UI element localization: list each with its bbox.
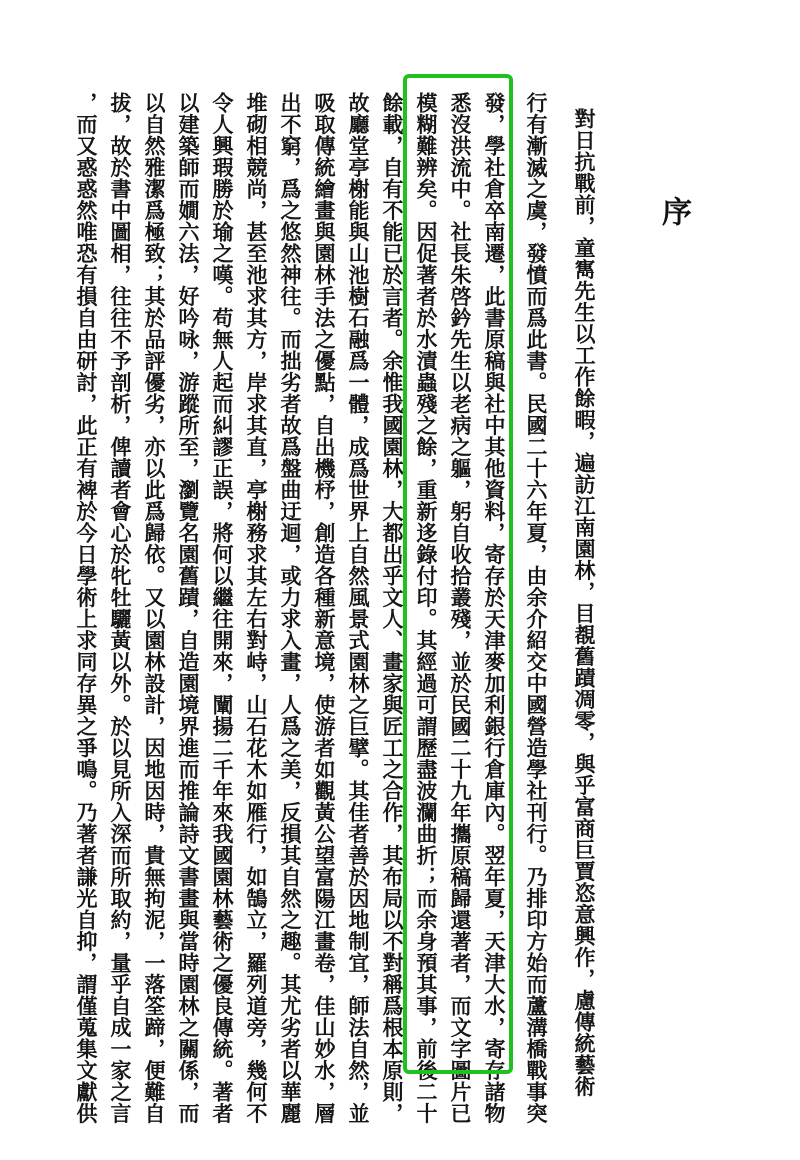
page-title: 序 bbox=[656, 196, 691, 226]
text-column-3: 發，學社倉卒南遷，此書原稿與社中其他資料，寄存於天津麥加利銀行倉庫內。翌年夏，天津大水，寄存諸物 bbox=[482, 92, 507, 1124]
text-column-9: 出不窮，爲之悠然神往。而拙劣者故爲盤曲迂迴，或力求入畫，人爲之美，反損其自然之趣。其尤劣者以華麗 bbox=[278, 92, 303, 1124]
text-column-10: 堆砌相競尚，甚至池求其方，岸求其直，亭榭務求其左右對峙，山石花木如雁行，如鵠立，羅列道旁，幾何不 bbox=[244, 92, 269, 1124]
text-column-6: 餘載，自有不能已於言者。余惟我國園林，大都出乎文人、畫家與匠工之合作，其布局以不對稱爲根本原則， bbox=[380, 92, 405, 1124]
text-column-13: 以自然雅潔爲極致；其於品評優劣，亦以此爲歸依。又以園林設計，因地因時，貴無拘泥，一落筌蹄，便難自 bbox=[142, 92, 167, 1124]
text-column-2: 行有漸滅之虞，發憤而爲此書。民國二十六年夏，由余介紹交中國營造學社刊行。乃排印方始而蘆溝橋戰事突 bbox=[524, 92, 549, 1124]
text-column-5: 模糊難辨矣。因促著者於水漬蟲殘之餘，重新迻錄付印。其經過可謂歷盡波瀾曲折；而余身預其事，前後二十 bbox=[414, 92, 439, 1124]
text-column-15: ，而又惑惑然唯恐有損自由研討，此正有裨於今日學術上求同存異之爭鳴。乃著者謙光自抑，謂僅蒐集文獻供 bbox=[74, 92, 99, 1124]
text-column-4: 悉沒洪流中。社長朱啓鈐先生以老病之軀，躬自收拾叢殘，並於民國二十九年攜原稿歸還著者，而文字圖片已 bbox=[448, 92, 473, 1124]
text-column-1: 對日抗戰前，童寯先生以工作餘暇，遍訪江南園林，目覩舊蹟凋零，與乎富商巨賈恣意興作，慮傳統藝術 bbox=[572, 108, 597, 1097]
text-column-7: 故廳堂亭榭能與山池樹石融爲一體，成爲世界上自然風景式園林之巨擘。其佳者善於因地制宜，師法自然，並 bbox=[346, 92, 371, 1124]
text-column-8: 吸取傳統繪畫與園林手法之優點，自出機杼，創造各種新意境，使游者如觀黃公望富陽江畫卷，佳山妙水，層 bbox=[312, 92, 337, 1124]
text-column-12: 以建築師而嫺六法，好吟咏，游蹤所至，瀏覽名園舊蹟，自造園境界進而推論詩文書畫與當時園林之關係，而 bbox=[176, 92, 201, 1124]
text-column-11: 令人興瑕勝於瑜之嘆。苟無人起而糾謬正誤，將何以繼往開來，闡揚二千年來我國園林藝術之優良傳統。著者 bbox=[210, 92, 235, 1124]
text-column-14: 拔，故於書中圖相，往往不予剖析，俾讀者會心於牝牡驪黃以外。於以見所入深而所取約，量乎自成一家之言 bbox=[108, 92, 133, 1124]
